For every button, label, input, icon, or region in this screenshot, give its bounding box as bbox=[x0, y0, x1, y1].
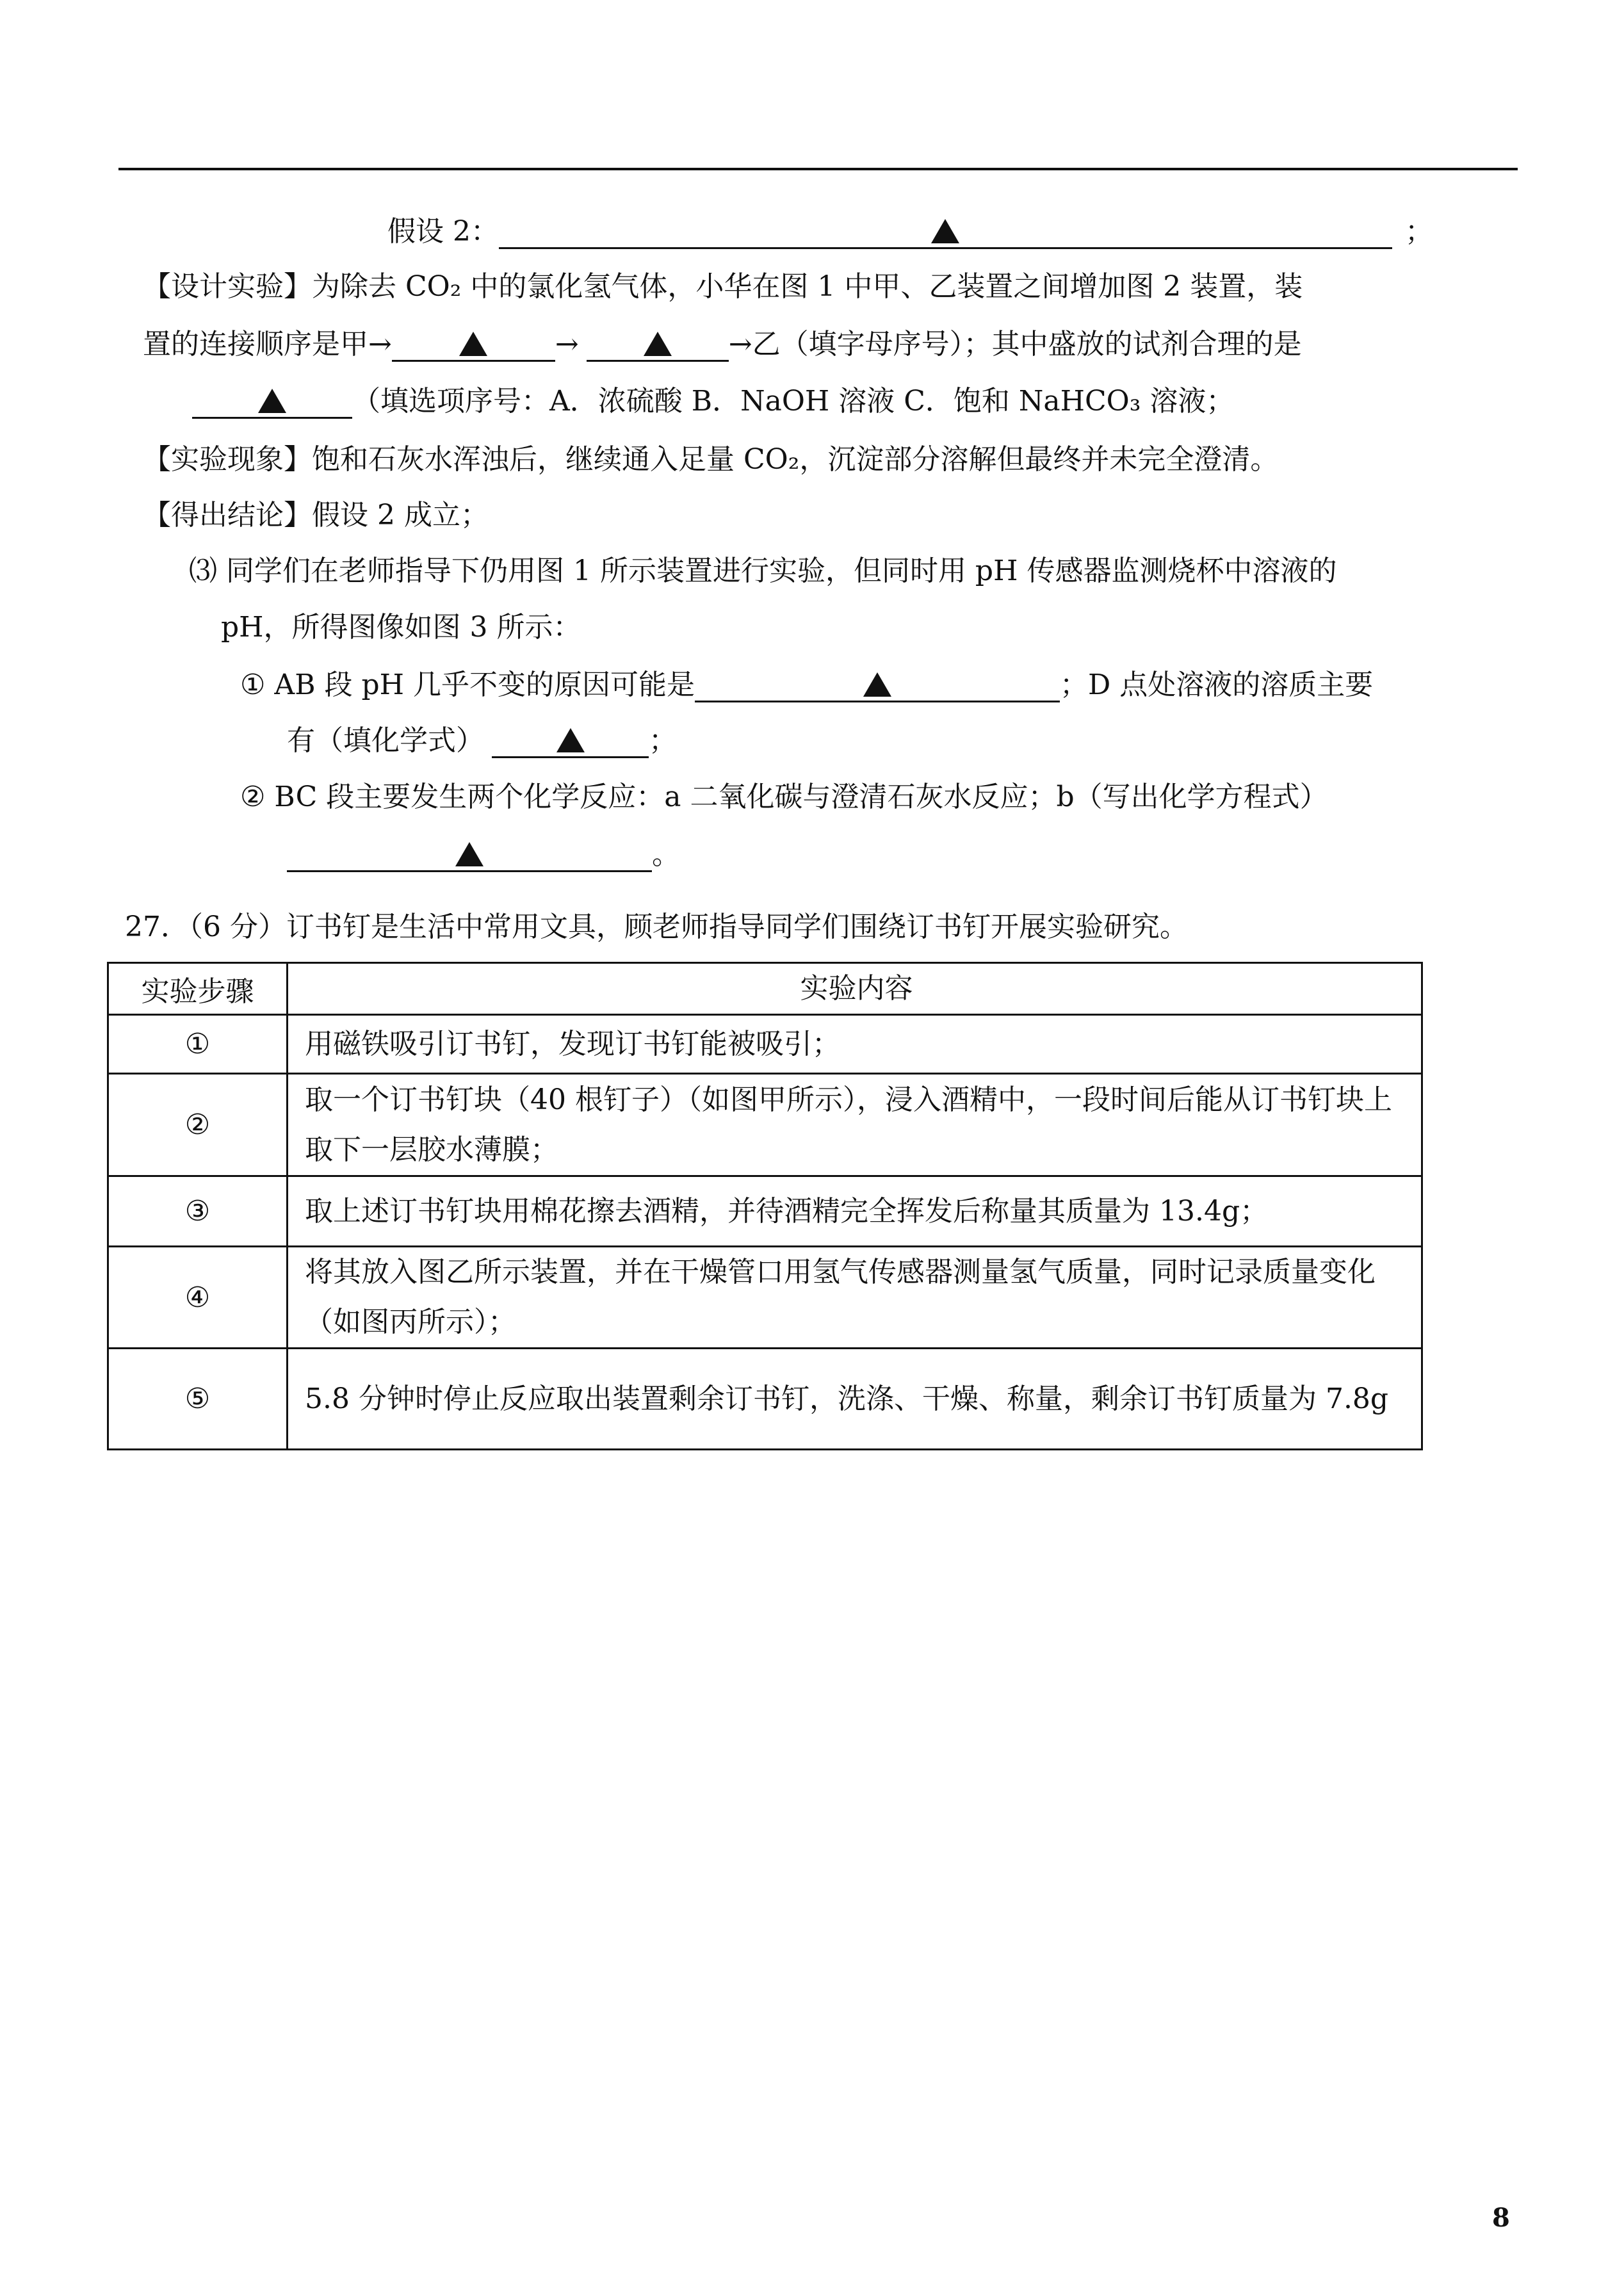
design-line-1: 【设计实验】为除去 CO₂ 中的氯化氢气体，小华在图 1 中甲、乙装置之间增加图 2 装置，装 bbox=[143, 270, 1303, 303]
hypothesis-2-label: 假设 2： bbox=[387, 215, 499, 248]
answer-blank[interactable] bbox=[587, 325, 729, 362]
answer-blank[interactable] bbox=[499, 213, 1392, 249]
q3-sub2-line-1: ② BC 段主要发生两个化学反应：a 二氧化碳与澄清石灰水反应；b（写出化学方程式） bbox=[240, 781, 1328, 813]
header-rule bbox=[118, 168, 1518, 170]
hypothesis-2-line: 假设 2： ； bbox=[387, 213, 1433, 251]
table-header-step: 实验步骤 bbox=[108, 963, 288, 1015]
triangle-icon bbox=[556, 728, 585, 752]
triangle-icon bbox=[459, 332, 487, 356]
q3-sub1-line-1: ① AB 段 pH 几乎不变的原因可能是 ；D 点处溶液的溶质主要 bbox=[240, 666, 1373, 704]
triangle-icon bbox=[931, 219, 959, 243]
table-row bbox=[108, 1247, 1422, 1349]
q3-sub1-line-2: 有（填化学式） ； bbox=[287, 722, 677, 760]
step-content: 用磁铁吸引订书钉，发现订书钉能被吸引； bbox=[288, 1015, 1422, 1074]
design-line-3: （填选项序号：A．浓硫酸 B．NaOH 溶液 C．饱和 NaHCO₃ 溶液； bbox=[192, 382, 1234, 421]
q3-line-1: ⑶ 同学们在老师指导下仍用图 1 所示装置进行实验，但同时用 pH 传感器监测烧杯中溶液的 bbox=[189, 555, 1337, 587]
q27-title: 27．（6 分）订书钉是生活中常用文具，顾老师指导同学们围绕订书钉开展实验研究。 bbox=[125, 911, 1188, 943]
table-row bbox=[108, 1015, 1422, 1074]
table-row bbox=[108, 1349, 1422, 1450]
step-number: ⑤ bbox=[108, 1349, 288, 1450]
triangle-icon bbox=[863, 672, 891, 697]
experiment-steps-table bbox=[107, 962, 1423, 1450]
phenomenon-line: 【实验现象】饱和石灰水浑浊后，继续通入足量 CO₂，沉淀部分溶解但最终并未完全澄清。 bbox=[143, 443, 1279, 476]
answer-blank[interactable] bbox=[392, 325, 555, 362]
conclusion-line: 【得出结论】假设 2 成立； bbox=[143, 499, 489, 531]
step-number: ② bbox=[108, 1074, 288, 1176]
step-content: 将其放入图乙所示装置，并在干燥管口用氢气传感器测量氢气质量，同时记录质量变化（如图丙所示）； bbox=[288, 1247, 1422, 1349]
q3-line-2: pH，所得图像如图 3 所示： bbox=[221, 611, 581, 644]
triangle-icon bbox=[258, 389, 286, 413]
table-header-row bbox=[108, 963, 1422, 1015]
step-content: 取一个订书钉块（40 根钉子）（如图甲所示），浸入酒精中，一段时间后能从订书钉块上取下一层胶水薄膜； bbox=[288, 1074, 1422, 1176]
step-number: ④ bbox=[108, 1247, 288, 1349]
design-line-2: 置的连接顺序是甲→ → →乙（填字母序号）；其中盛放的试剂合理的是 bbox=[143, 325, 1302, 364]
triangle-icon bbox=[644, 332, 672, 356]
table-row bbox=[108, 1176, 1422, 1247]
page-number: 8 bbox=[1492, 2203, 1510, 2233]
answer-blank[interactable] bbox=[695, 666, 1060, 702]
q3-sub2-line-2: 。 bbox=[287, 836, 680, 874]
step-number: ① bbox=[108, 1015, 288, 1074]
triangle-icon bbox=[455, 842, 483, 866]
step-content: 5.8 分钟时停止反应取出装置剩余订书钉，洗涤、干燥、称量，剩余订书钉质量为 7.8g bbox=[288, 1349, 1422, 1450]
step-content: 取上述订书钉块用棉花擦去酒精，并待酒精完全挥发后称量其质量为 13.4g； bbox=[288, 1176, 1422, 1247]
table-row bbox=[108, 1074, 1422, 1176]
step-number: ③ bbox=[108, 1176, 288, 1247]
answer-blank[interactable] bbox=[192, 382, 352, 419]
answer-blank[interactable] bbox=[287, 836, 652, 872]
table-header-content: 实验内容 bbox=[288, 963, 1422, 1015]
answer-blank[interactable] bbox=[492, 722, 649, 758]
